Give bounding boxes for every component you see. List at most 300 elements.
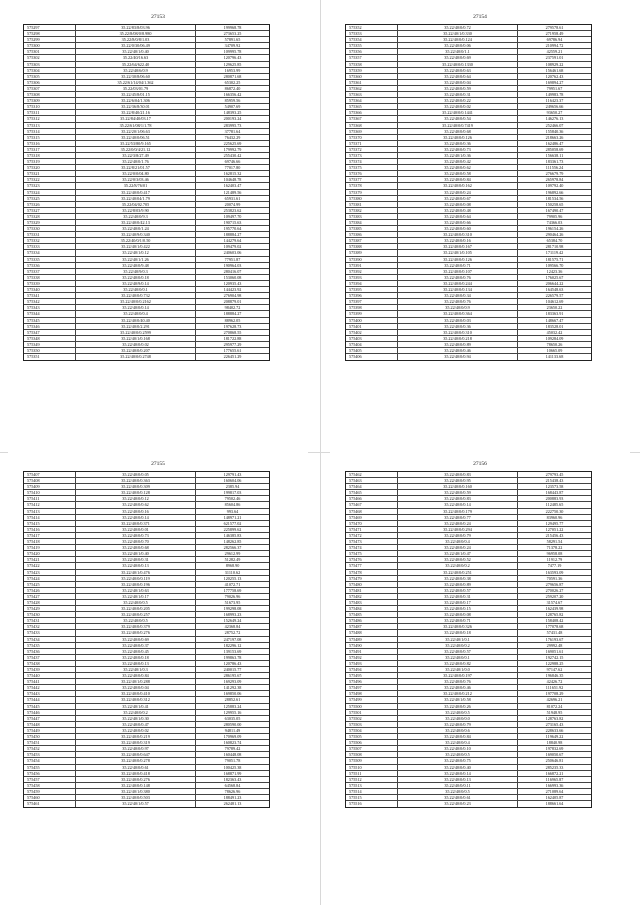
reference-cell: 35.22/40/0/0.01 <box>76 527 196 532</box>
reference-cell: 35.22/40/1/0.1 <box>398 637 518 642</box>
amount-cell: 170969.09 <box>223 734 242 740</box>
record-id-cell: 575457 <box>24 777 76 782</box>
record-id-cell: 575327 <box>24 208 76 213</box>
amount-cell: 200883.93 <box>545 496 564 502</box>
amount-cell: 183528.01 <box>545 323 564 329</box>
record-id-cell: 575338 <box>24 275 76 280</box>
reference-cell: 35.22/40/0/0.31 <box>76 557 196 562</box>
reference-cell: 35.22/40/0/0.18 <box>398 630 518 635</box>
amount-cell: 78626.96 <box>224 788 241 794</box>
reference-cell: 35.22/40/0/0.2599 <box>76 330 196 335</box>
reference-cell: 35.22/40/0/0.310 <box>398 330 518 335</box>
reference-cell: 35.22/40/0/0.57 <box>398 588 518 593</box>
reference-cell: 35.22/40/0/0.310 <box>398 232 518 237</box>
record-id-cell: 575306 <box>24 80 76 85</box>
reference-cell: 35.22/40/1/0.168 <box>76 336 196 341</box>
reference-cell: 35.22/40/0/0.70 <box>76 539 196 544</box>
record-id-cell: 575450 <box>24 734 76 739</box>
amount-cell: 28752.72 <box>224 630 241 636</box>
reference-cell: 35.22/40/0/1/0.50 <box>76 238 196 243</box>
record-id-cell: 575341 <box>24 293 76 298</box>
reference-cell: 35.22/8/0/8/1.03 <box>76 37 196 42</box>
record-id-cell: 575414 <box>24 515 76 520</box>
record-id-cell: 575490 <box>346 643 398 648</box>
reference-cell: 35.22/40/0/0.84 <box>398 177 518 182</box>
reference-cell: 35.22/40/0/0.04 <box>398 80 518 85</box>
record-id-cell: 575345 <box>24 318 76 323</box>
amount-cell: 273653.25 <box>223 31 242 37</box>
record-id-cell: 575475 <box>346 551 398 556</box>
amount-cell: 271089.64 <box>545 788 564 794</box>
reference-cell: 35.22/40/1/0.17 <box>76 594 196 599</box>
record-id-cell: 575319 <box>24 159 76 164</box>
record-id-cell: 575506 <box>346 740 398 745</box>
amount-cell: 79951.67 <box>546 85 563 91</box>
record-id-cell: 575449 <box>24 728 76 733</box>
record-id-cell: 575352 <box>346 25 398 30</box>
record-id-cell: 575473 <box>346 539 398 544</box>
reference-cell: 35.22/40/0/0.31 <box>398 594 518 599</box>
reference-cell: 35.22/40/0/0.83 <box>398 472 518 477</box>
page-sheet <box>330 4 630 454</box>
amount-cell: 179992.79 <box>223 146 242 152</box>
amount-cell: 141133.68 <box>545 354 564 360</box>
record-id-cell: 575307 <box>24 86 76 91</box>
amount-cell: 104612.69 <box>545 299 564 305</box>
amount-cell: 23650.22 <box>546 305 563 311</box>
record-id-cell: 575365 <box>346 104 398 109</box>
record-id-cell: 575500 <box>346 704 398 709</box>
reference-cell: 35.22/40/1/0.288 <box>76 679 196 684</box>
record-id-cell: 575370 <box>346 135 398 140</box>
reference-cell: 35.22/40/0/0.1330 <box>398 62 518 67</box>
amount-cell: 69786.94 <box>546 37 563 43</box>
record-id-cell: 575378 <box>346 183 398 188</box>
record-id-cell: 575515 <box>346 795 398 800</box>
amount-cell: 57891.65 <box>224 37 241 43</box>
amount-cell: 199863.78 <box>223 654 242 660</box>
amount-cell: 129625.85 <box>223 61 242 67</box>
reference-cell: 35.22/40/0/0.363 <box>76 478 196 483</box>
record-id-cell: 575350 <box>24 348 76 353</box>
record-id-cell: 575393 <box>346 275 398 280</box>
record-id-cell: 575383 <box>346 214 398 219</box>
amount-cell: 162815.32 <box>223 171 242 177</box>
record-id-cell: 575385 <box>346 226 398 231</box>
record-id-cell: 575511 <box>346 771 398 776</box>
record-id-cell: 575461 <box>24 801 76 807</box>
record-id-cell: 575421 <box>24 557 76 562</box>
record-id-cell: 575496 <box>346 679 398 684</box>
reference-cell: 35.22/40/0/0.45 <box>76 649 196 654</box>
reference-cell: 35.22/40/0/0.244 <box>398 281 518 286</box>
record-id-cell: 575361 <box>346 80 398 85</box>
amount-cell: 195770.64 <box>223 226 242 232</box>
amount-cell: 285235.33 <box>545 764 564 770</box>
reference-cell: 35.22/40/0/0.16 <box>398 238 518 243</box>
record-id-cell: 575330 <box>24 226 76 231</box>
amount-cell: 237591.01 <box>545 55 564 61</box>
record-id-cell: 575480 <box>346 582 398 587</box>
record-id-cell: 575399 <box>346 311 398 316</box>
record-id-cell: 575336 <box>24 263 76 268</box>
amount-cell: 76432.29 <box>224 134 241 140</box>
reference-cell: 35.22/40/0/0.57 <box>398 649 518 654</box>
record-id-cell: 575389 <box>346 250 398 255</box>
amount-cell: 123573.58 <box>545 484 564 490</box>
amount-cell: 183363.91 <box>545 311 564 317</box>
record-id-cell: 575432 <box>24 624 76 629</box>
amount-cell: 148667.47 <box>545 317 564 323</box>
record-id-cell: 575468 <box>346 509 398 514</box>
amount-cell: 129791.43 <box>223 472 242 477</box>
amount-cell: 279578.61 <box>545 25 564 30</box>
amount-cell: 181534.56 <box>545 195 564 201</box>
reference-cell: 35.22/40/0/0.2748 <box>76 354 196 360</box>
amount-cell: 188661.64 <box>545 801 564 807</box>
amount-cell: 197832.69 <box>545 746 564 752</box>
record-id-cell: 575384 <box>346 220 398 225</box>
record-id-cell: 575349 <box>24 342 76 347</box>
amount-cell: 109792.40 <box>545 183 564 189</box>
record-id-cell: 575342 <box>24 299 76 304</box>
reference-cell: 35.22/40/0/0.06 <box>398 43 518 48</box>
record-id-cell: 575455 <box>24 765 76 770</box>
amount-cell: 148262.85 <box>223 539 242 545</box>
amount-cell: 156461.68 <box>545 67 564 73</box>
record-id-cell: 575363 <box>346 92 398 97</box>
reference-cell: 35.22/40/0/0.95 <box>398 478 518 483</box>
reference-cell: 35.22/40/9/0.3 <box>76 269 196 274</box>
record-id-cell: 575498 <box>346 691 398 696</box>
reference-cell: 35.22/40/0/0.278 <box>76 758 196 763</box>
reference-cell: 35.22/40/0/0.97 <box>76 746 196 751</box>
reference-cell: 35.22/40/0/0.0 <box>398 716 518 721</box>
record-id-cell: 575357 <box>346 55 398 60</box>
reference-cell: 35.22/40/1/0.40 <box>76 551 196 556</box>
reference-cell: 35.22/40/9/0.14 <box>76 281 196 286</box>
record-id-cell: 575447 <box>24 716 76 721</box>
reference-cell: 35.22/40/0/0.38 <box>398 576 518 581</box>
reference-cell: 35.22/40/0/0.79 <box>398 722 518 727</box>
reference-cell: 35.22/8/21/01.57 <box>76 165 196 170</box>
reference-cell: 35.22/40/1/0.422 <box>76 244 196 249</box>
amount-cell: 283995.73 <box>223 122 242 128</box>
reference-cell: 35.22/40/0/0.647 <box>76 752 196 757</box>
reference-cell: 35.22/40/0/0.5 <box>76 618 196 623</box>
record-id-cell: 575400 <box>346 318 398 323</box>
records-table <box>345 471 592 808</box>
record-id-cell: 575493 <box>346 661 398 666</box>
reference-cell: 35.22/40/0/0.10 <box>398 746 518 751</box>
reference-cell: 35.22/8/76/01 <box>76 183 196 188</box>
amount-cell: 16953.99 <box>224 67 241 73</box>
amount-cell: 37781.64 <box>224 128 241 134</box>
record-id-cell: 575354 <box>346 37 398 42</box>
amount-cell: 12423.36 <box>546 268 563 274</box>
reference-cell: 35.22/40/0/0.23 <box>398 801 518 807</box>
record-id-cell: 575514 <box>346 789 398 794</box>
record-id-cell: 575435 <box>24 643 76 648</box>
amount-cell: 111651.92 <box>545 685 564 691</box>
reference-cell: 35.22/40/0/0.251 <box>398 570 518 575</box>
amount-cell: 177655.61 <box>223 347 242 353</box>
record-id-cell: 575386 <box>346 232 398 237</box>
record-id-cell: 575368 <box>346 123 398 128</box>
reference-cell: 35.22/40/0/0.34 <box>398 293 518 298</box>
record-id-cell: 575358 <box>346 62 398 67</box>
record-id-cell: 575367 <box>346 116 398 121</box>
record-id-cell: 575476 <box>346 557 398 562</box>
record-id-cell: 575411 <box>24 496 76 501</box>
amount-cell: 280590.00 <box>223 721 242 727</box>
reference-cell: 35.22/40/0/0.4 <box>398 539 518 544</box>
amount-cell: 96958.08 <box>546 551 563 557</box>
reference-cell: 35.22/40/0/0.371 <box>76 521 196 526</box>
amount-cell: 215438.43 <box>545 478 564 484</box>
record-id-cell: 575395 <box>346 287 398 292</box>
page-sheet <box>330 451 630 901</box>
reference-cell: 35.22/40/0/0.67 <box>398 196 518 201</box>
record-id-cell: 575347 <box>24 330 76 335</box>
amount-cell: 122988.25 <box>545 660 564 666</box>
record-id-cell: 575401 <box>346 324 398 329</box>
amount-cell: 129495.77 <box>545 520 564 526</box>
amount-cell: 197708.29 <box>545 691 564 697</box>
reference-cell: 35.22/0/0/4/21.12 <box>76 147 196 152</box>
reference-cell: 35.22/40/0/0.160 <box>398 484 518 489</box>
amount-cell: 119649.22 <box>545 734 564 740</box>
record-id-cell: 575463 <box>346 478 398 483</box>
record-id-cell: 575465 <box>346 490 398 495</box>
amount-cell: 29992.48 <box>546 642 563 648</box>
reference-cell: 35.22/40/0/0.24 <box>398 545 518 550</box>
amount-cell: 240015.77 <box>223 667 242 672</box>
record-id-cell: 575451 <box>24 740 76 745</box>
page-sheet <box>8 451 308 901</box>
record-id-cell: 575353 <box>346 31 398 36</box>
amount-cell: 240603.06 <box>223 250 242 256</box>
record-id-cell: 575323 <box>24 183 76 188</box>
reference-cell: 35.22/40/0/42.13 <box>76 220 196 225</box>
record-id-cell: 575419 <box>24 545 76 550</box>
record-id-cell: 575315 <box>24 135 76 140</box>
amount-cell: 63035.05 <box>224 715 241 721</box>
reference-cell: 35.22/40/0/0.54 <box>398 116 518 121</box>
amount-cell: 166356.42 <box>223 92 242 98</box>
record-id-cell: 575466 <box>346 496 398 501</box>
record-id-cell: 575377 <box>346 177 398 182</box>
reference-cell: 35.22/40/0/0.94 <box>398 354 518 360</box>
reference-cell: 35.22/40/0/0.89 <box>398 342 518 347</box>
record-id-cell: 575348 <box>24 336 76 341</box>
record-id-cell: 575494 <box>346 667 398 672</box>
amount-cell: 112485.65 <box>545 502 564 508</box>
reference-cell: 35.22/64/622.40 <box>76 62 196 67</box>
amount-cell: 42696.21 <box>546 697 563 703</box>
reference-cell: 35.22/40/0/06.51 <box>76 135 196 140</box>
reference-cell: 35.22/40/0/0.82 <box>398 661 518 666</box>
amount-cell: 270026.27 <box>545 587 564 593</box>
amount-cell: 74366.03 <box>546 220 563 225</box>
reference-cell: 35.22/40/1/0.63 <box>76 588 196 593</box>
reference-cell: 35.22/40/0/0.107 <box>398 269 518 274</box>
amount-cell: 276679.79 <box>545 171 564 177</box>
record-id-cell: 575508 <box>346 752 398 757</box>
amount-cell: 169293.09 <box>223 679 242 685</box>
amount-cell: 10665.09 <box>546 347 563 353</box>
reference-cell: 35.22/40/0/0.276 <box>76 777 196 782</box>
amount-cell: 128765.82 <box>545 612 564 618</box>
amount-cell: 54907.69 <box>224 104 241 110</box>
amount-cell: 57431.48 <box>546 630 563 636</box>
reference-cell: 35.22/40/0/0.71 <box>398 263 518 268</box>
amount-cell: 196846.35 <box>545 673 564 679</box>
record-id-cell: 575469 <box>346 515 398 520</box>
reference-cell: 35.22/40/0/0.73 <box>398 147 518 152</box>
table-row <box>24 354 269 360</box>
amount-cell: 121489.56 <box>223 189 242 195</box>
record-id-cell: 575437 <box>24 655 76 660</box>
reference-cell: 35.22/40/0/0.64 <box>398 214 518 219</box>
reference-cell: 35.22/40/0/0.62 <box>76 502 196 507</box>
record-id-cell: 575454 <box>24 758 76 763</box>
record-id-cell: 575366 <box>346 110 398 115</box>
reference-cell: 35.22/40/16.63 <box>76 55 196 60</box>
amount-cell: 169894.27 <box>545 79 564 85</box>
amount-cell: 86872.40 <box>224 85 241 91</box>
record-id-cell: 575418 <box>24 539 76 544</box>
record-id-cell: 575424 <box>24 576 76 581</box>
amount-cell: 83960.96 <box>546 514 563 520</box>
amount-cell: 139153.69 <box>223 648 242 654</box>
reference-cell: 35.22/40/0/0.119 <box>76 576 196 581</box>
reference-cell: 35.22/40/0/0.276 <box>76 630 196 635</box>
reference-cell: 35.22/40/0/0.08 <box>398 202 518 207</box>
amount-cell: 20074.99 <box>224 201 241 207</box>
reference-cell: 35.22/40/0/0.503 <box>76 795 196 800</box>
record-id-cell: 575380 <box>346 196 398 201</box>
reference-cell: 35.22/40/1/0.3 <box>76 667 196 672</box>
amount-cell: 160604.06 <box>223 478 242 484</box>
amount-cell: 71378.22 <box>546 545 563 551</box>
amount-cell: 270868.55 <box>223 329 242 335</box>
reference-cell: 35.22/40/0/0.31 <box>398 92 518 97</box>
record-id-cell: 575297 <box>24 25 76 30</box>
amount-cell: 253823.62 <box>223 207 242 213</box>
record-id-cell: 575512 <box>346 777 398 782</box>
reference-cell: 35.22/40/0/40.40 <box>76 318 196 323</box>
reference-cell: 35.22/40/0/0.73 <box>76 533 196 538</box>
reference-cell: 35.22/30/8/06.60 <box>76 74 196 79</box>
reference-cell: 35.22/40/1/0.12 <box>76 250 196 255</box>
amount-cell: 281710.98 <box>545 244 564 250</box>
amount-cell: 249656.66 <box>545 104 564 110</box>
reference-cell: 35.22/40/0/0.196 <box>76 582 196 587</box>
reference-cell: 35.22/40/0/0.179 <box>398 509 518 514</box>
record-id-cell: 575440 <box>24 673 76 678</box>
amount-cell: 162486.47 <box>545 140 564 146</box>
amount-cell: 280871.68 <box>223 73 242 79</box>
record-id-cell: 575405 <box>346 348 398 353</box>
record-id-cell: 575426 <box>24 588 76 593</box>
record-id-cell: 575481 <box>346 588 398 593</box>
reference-cell: 35.22/40/0/0.417 <box>76 190 196 195</box>
amount-cell: 31574.67 <box>546 599 563 605</box>
record-id-cell: 575412 <box>24 502 76 507</box>
amount-cell: 79905.96 <box>546 213 563 219</box>
record-id-cell: 575324 <box>24 190 76 195</box>
reference-cell: 35.22/40/04/1.79 <box>76 196 196 201</box>
record-id-cell: 575499 <box>346 697 398 702</box>
amount-cell: 120786.43 <box>223 660 242 666</box>
record-id-cell: 575495 <box>346 673 398 678</box>
reference-cell: 35.22/40/0/0.26 <box>398 704 518 709</box>
amount-cell: 228633.66 <box>545 727 564 733</box>
reference-cell: 35.22/40/0/0.02 <box>398 104 518 109</box>
page-number: 27156 <box>473 461 487 467</box>
record-id-cell: 575317 <box>24 147 76 152</box>
record-id-cell: 575459 <box>24 789 76 794</box>
reference-cell: 35.22/40/0/0.03 <box>398 318 518 323</box>
reference-cell: 35.22/40/0/0.69 <box>76 637 196 642</box>
amount-cell: 31110.62 <box>224 569 241 575</box>
amount-cell: 181575.71 <box>545 256 564 262</box>
record-id-cell: 575325 <box>24 196 76 201</box>
reference-cell: 35.22/40/1/0.40 <box>76 49 196 54</box>
amount-cell: 116965.87 <box>545 776 564 782</box>
record-id-cell: 575420 <box>24 551 76 556</box>
record-id-cell: 575423 <box>24 570 76 575</box>
record-id-cell: 575444 <box>24 697 76 702</box>
amount-cell: 265978.84 <box>545 177 564 183</box>
amount-cell: 51673.95 <box>224 599 241 605</box>
amount-cell: 51282.49 <box>224 557 241 563</box>
record-id-cell: 575464 <box>346 484 398 489</box>
record-id-cell: 575337 <box>24 269 76 274</box>
record-id-cell: 575364 <box>346 98 398 103</box>
reference-cell: 35.22/40/1/0.476 <box>76 570 196 575</box>
reference-cell: 35.22/40/0/0.162 <box>398 183 518 188</box>
record-id-cell: 575409 <box>24 484 76 489</box>
reference-cell: 35.22/40/0/0.11 <box>398 783 518 788</box>
record-id-cell: 575335 <box>24 257 76 262</box>
reference-cell: 35.22/40/0/0.02 <box>76 342 196 347</box>
reference-cell: 35.22/40/0/0.2 <box>398 643 518 648</box>
amount-cell: 85959.56 <box>224 98 241 104</box>
reference-cell: 35.22/40/0/0.37 <box>76 643 196 648</box>
record-id-cell: 575373 <box>346 153 398 158</box>
amount-cell: 286195.67 <box>223 673 242 679</box>
reference-cell: 35.22/40/0/0.14 <box>76 305 196 310</box>
record-id-cell: 575355 <box>346 43 398 48</box>
reference-cell: 35.22/61/14/04/1.362 <box>76 80 196 85</box>
reference-cell: 35.22/40/0/0.126 <box>398 257 518 262</box>
record-id-cell: 575322 <box>24 177 76 182</box>
amount-cell: 128763.82 <box>545 715 564 721</box>
amount-cell: 160448.08 <box>223 752 242 758</box>
amount-cell: 58291.54 <box>546 539 563 545</box>
amount-cell: 210994.72 <box>545 43 564 49</box>
amount-cell: 225899.62 <box>223 526 242 532</box>
reference-cell: 35.22/40/0/9.3 <box>76 214 196 219</box>
table-row <box>24 801 269 807</box>
reference-cell: 35.22/40/1/0.380 <box>76 789 196 794</box>
amount-cell: 166872.21 <box>545 770 564 776</box>
record-id-cell: 575305 <box>24 74 76 79</box>
amount-cell: 285058.69 <box>545 146 564 152</box>
amount-cell: 93650.27 <box>546 110 563 116</box>
